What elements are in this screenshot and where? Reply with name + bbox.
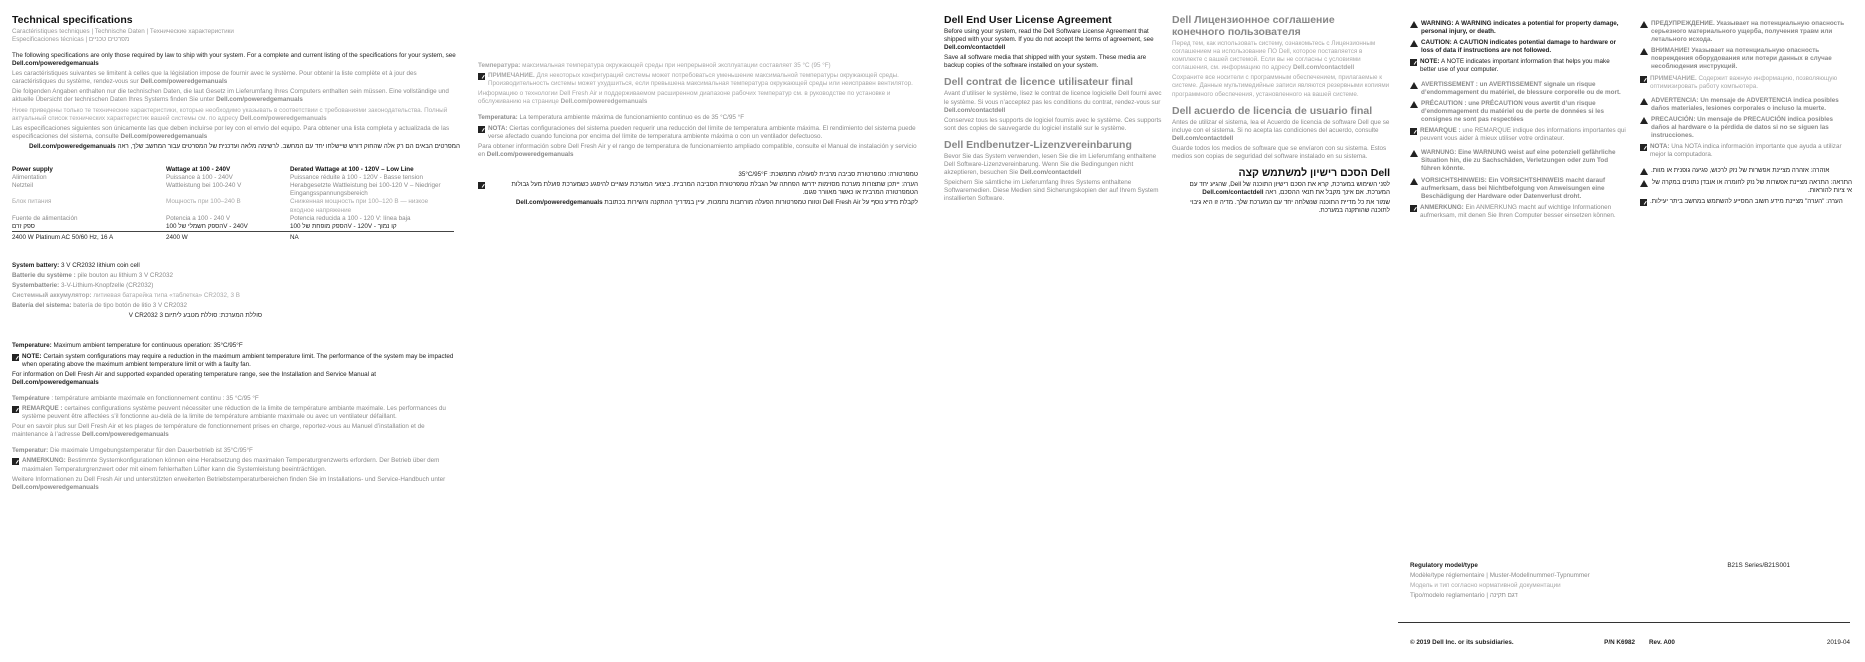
caution-icon [1640, 48, 1648, 55]
intro-ru: Ниже приведены только те технические характеристики, которые необходимо указывать в соответствии с требованиями законодательства. Полный актуальный список технических характеристик вашей системы см. по адресу Dell.com/poweredgemanuals [12, 106, 448, 122]
regulatory-block: Regulatory model/type B21S Series/B21S001 Modèle/type réglementaire | Muster-Modellnummer/-Typnummer Модель и тип согласно нормативной документации Tipo/modelo reglamentario | דגם תקינה [1410, 562, 1790, 600]
note-icon [1640, 144, 1647, 151]
note-icon [478, 73, 485, 80]
note-icon [1640, 76, 1647, 83]
contact-link[interactable]: Dell.com/contactdell [1293, 64, 1355, 72]
revision: Rev. A00 [1648, 639, 1675, 646]
table-row: Fuente de alimentación Potencia a 100 - 240 V Potencia reducida a 100 - 120 V: línea baja [12, 214, 411, 222]
manuals-link[interactable]: Dell.com/poweredgemanuals [82, 431, 169, 439]
manuals-link[interactable]: Dell.com/poweredgemanuals [239, 114, 327, 122]
manuals-link[interactable]: Dell.com/poweredgemanuals [28, 142, 116, 150]
caution-icon [1410, 178, 1418, 185]
intro-en: The following specifications are only those required by law to ship with your system. For a complete and current listing of the specifications for your system, see Dell.com/poweredgemanuals [12, 52, 456, 68]
note-icon [478, 182, 485, 189]
temperature-en: Temperature: Maximum ambient temperature for continuous operation: 35°C/95°F NOTE: Certain system configurations may require a reduction in the maximum ambient temperature limit. The performance of the system may be impacted when operating above the maximum ambient temperature limit or with a faulty fan. For information on Dell Fresh Air and supported expanded operating temperature range, see the Installation and Service Manual at Dell.com/poweredgemanuals [12, 342, 454, 386]
copyright: © 2019 Dell Inc. or its subsidiaries. [1410, 639, 1514, 646]
warning-icon [1640, 168, 1648, 175]
contact-link[interactable]: Dell.com/contactdell [1019, 169, 1082, 177]
warning-icon [1410, 150, 1418, 157]
table-header: Wattage at 100 - 240V [166, 166, 231, 174]
temperature-ru: Температура: максимальная температура окружающей среды при непрерывной эксплуатации составляет 35 °C (95 °F) ПРИМЕЧАНИЕ. Для некоторых конфигураций системы может потребоваться уменьшение максимальной температуры окружающей среды. Производительность системы может ухудшиться, если превышена максимальная температура окружающей среды или неисправен вентилятор. Информацию о технологии Dell Fresh Air и поддерживаемом расширенном диапазоне рабочих температур см. в руководстве по установке и обслуживанию на странице Dell.com/poweredgemanuals [478, 62, 913, 106]
part-number: P/N K6982 [1604, 639, 1635, 646]
caution-icon [1410, 101, 1418, 108]
manuals-link[interactable]: Dell.com/poweredgemanuals [560, 98, 648, 106]
contact-link[interactable]: Dell.com/contactdell [1172, 134, 1234, 142]
note-icon [12, 458, 19, 465]
caution-icon [1640, 180, 1648, 187]
intro-fr: Les caractéristiques suivantes se limitent à celles que la législation impose de fournir avec le système. Pour obtenir la liste complète et à jour des caractéristiques du système, rendez-vous sur Dell.com/poweredgemanuals [12, 70, 417, 86]
note-icon [12, 406, 19, 413]
eula-title-ru: Dell Лицензионное соглашение конечного пользователя [1172, 14, 1335, 38]
battery-section: System battery: 3 V CR2032 lithium coin cell Batterie du système : pile bouton au lithium 3 V CR2032 Systembatterie: 3-V-Lithium-Knopfzelle (CR2032) Системный аккумулятор: литиевая батарейка типа «таблетка» CR2032, 3 В Batería del sistema: batería de tipo botón de litio 3 V CR2032 סוללת המערכת: סוללת מטבע ליתיום 3 V CR2032 [12, 261, 262, 320]
manuals-link[interactable]: Dell.com/poweredgemanuals [12, 378, 99, 386]
eula-title-de: Dell Endbenutzer-Lizenzvereinbarung [944, 138, 1132, 151]
note-icon [12, 354, 19, 361]
table-header: Derated Wattage at 100 - 120V – Low Line [290, 166, 414, 174]
table-row: Netzteil Wattleistung bei 100-240 V Herabgesetzte Wattleistung bei 100-120 V – Niedriger Eingangsspannungsbereich [12, 182, 441, 198]
contact-link[interactable]: Dell.com/contactdell [944, 44, 1006, 52]
table-header: Power supply [12, 166, 53, 174]
regulatory-label: Regulatory model/type [1410, 562, 1478, 569]
temperature-es: Temperatura: La temperatura ambiente máxima de funcionamiento continuo es de 35 °C/95 °F NOTA: Ciertas configuraciones del sistema pueden requerir una reducción del límite de temperatura ambiente máxima. El rendimiento del sistema puede verse afectado cuando funciona por encima del límite de temperatura ambiente máxima o con un ventilador defectuoso. Para obtener información sobre Dell Fresh Air y el rango de temperatura de funcionamiento ampliado compatible, consulte el Manual de instalación y servicio en Dell.com/poweredgemanuals [478, 114, 917, 158]
table-row: Блок питания Мощность при 100–240 В Сниженная мощность при 100–120 В — низкое входное напряжение [12, 198, 429, 214]
temperature-fr: Température : température ambiante maximale en fonctionnement continu : 35 °C/95 °F REMARQUE : certaines configurations système peuvent nécessiter une réduction de la limite de température ambiante maximale. Les performances du système peuvent être affectées s’il fonctionne au-delà de la limite de température ambiante maximale ou avec un ventilateur défaillant. Pour en savoir plus sur Dell Fresh Air et les plages de température de fonctionnement prises en charge, reportez-vous au Manuel d’installation et de maintenance à l’adresse Dell.com/poweredgemanuals [12, 394, 446, 439]
table-row: Alimentation Puissance à 100 - 240V Puissance réduite à 100 - 120V - Basse tension [12, 174, 424, 182]
temperature-column [478, 62, 918, 209]
manuals-link[interactable]: Dell.com/poweredgemanuals [120, 132, 208, 140]
warning-icon [1640, 21, 1648, 28]
note-icon [1410, 59, 1417, 66]
intro-es: Las especificaciones siguientes son únicamente las que deben incluirse por ley con el envío del equipo. Para obtener una lista completa y actualizada de las especificaciones del sistema, consulte Dell.com/poweredgemanuals [12, 124, 450, 140]
footer [1410, 639, 1850, 646]
notices-column-2: ПРЕДУПРЕЖДЕНИЕ. Указывает на потенциальную опасность серьезного материального ущерба, получения травм или летального исхода. ВНИМАНИЕ! Указывает на потенциальную опасность повреждения оборудования или потери данных в случае несоблюдения инструкций. ПРИМЕЧАНИЕ. Содержит важную информацию, позволяющую оптимизировать работу компьютера. ADVERTENCIA: Un mensaje de ADVERTENCIA indica posibles daños materiales, lesiones corporales o incluso la muerte. PRECAUCIÓN: Un mensaje de PRECAUCIÓN indica posibles daños al hardware o la pérdida de datos si no se siguen las instrucciones. NOTA: Una NOTA indica información importante que ayuda a utilizar mejor la computadora. אזהרה: אזהרה מציינת אפשרות של נזק לרכוש, פגיעה גופנית או מוות. התראה: התראה מציינת אפשרות של נזק לחומרה או אובדן נתונים במקרה של אי ציות להוראות. הערה: "הערה" מציינת מידע חשוב המסייע להשתמש במחשב ביתר יעילות. [1640, 20, 1852, 208]
eula-title-es: Dell acuerdo de licencia de usuario final [1172, 104, 1373, 117]
manuals-link[interactable]: Dell.com/poweredgemanuals [12, 483, 99, 491]
eula-title-he: Dell הסכם רישיון למשתמש קצה [1238, 167, 1390, 180]
intro-he: המפרטים הבאים הם רק אלה שהחוק דורש שיישלחו יחד עם המחשב. לרשימה מלאה ועדכנית של המפרטים עבור המחשב שלך, ראה Dell.com/poweredgemanuals [28, 142, 460, 150]
subtitle-translations-2: Especificaciones técnicas | מפרטים טכניים [12, 36, 130, 43]
note-icon [1640, 199, 1647, 206]
footer-divider [1398, 622, 1850, 623]
temperature-he: טמפרטורה: טמפרטורת סביבה מרבית לפעולה מתמשכת: 35°C/95°F הערה: ייתכן שתצורות מערכת מסוימות ידרשו הפחתה של הגבלת טמפרטורת הסביבה המרבית. ביצועי המערכת עשויים להיפגע כשמערכת פועלת מעל גבולות הטמפרטורה המרבית או כאשר מאוורר פגום. לקבלת מידע נוסף על Dell Fresh Air וטווח טמפרטורות הפעלה מורחבות נתמכות, עיין במדריך ההתקנה והשירות בכתובת Dell.com/poweredgemanuals [478, 171, 918, 207]
eula-title-en: Dell End User License Agreement [944, 14, 1112, 26]
table-row: ספק זרם הספק חשמלי של 100V - 240V הספק מופחת של 100V - 120V - קו נמוך [12, 222, 397, 230]
manuals-link[interactable]: Dell.com/poweredgemanuals [12, 60, 99, 68]
notices-column: WARNING: A WARNING indicates a potential for property damage, personal injury, or death. CAUTION: A CAUTION indicates potential damage to hardware or loss of data if instructions are not followed. NOTE: A NOTE indicates important information that helps you make better use of your computer. AVERTISSEMENT : un AVERTISSEMENT signale un risque d’endommagement du matériel, de blessure corporelle ou de mort. PRÉCAUTION : une PRÉCAUTION vous avertit d’un risque d’endommagement du matériel ou de perte de données si les consignes ne sont pas respectées REMARQUE : une REMARQUE indique des informations importantes qui peuvent vous aider à mieux utiliser votre ordinateur. WARNUNG: Eine WARNUNG weist auf eine potenziell gefährliche Situation hin, die zu Sachschäden, Verletzungen oder zum Tod führen könnte. VORSICHTSHINWEIS: Ein VORSICHTSHINWEIS macht darauf aufmerksam, dass bei Nichtbefolgung von Anweisungen eine Beschädigung der Hardware oder Datenverlust droht. ANMERKUNG: Ein ANMERKUNG macht auf wichtige Informationen aufmerksam, mit denen Sie Ihren Computer besser einsetzen können. [1410, 20, 1626, 222]
temperature-de: Temperatur: Die maximale Umgebungstemperatur für den Dauerbetrieb ist 35°C/95°F ANMERKUNG: Bestimmte Systemkonfigurationen können eine Herabsetzung des maximalen Temperaturgrenzwerts erfordern. Der Betrieb über dem maximalen Temperaturgrenzwert oder mit einem fehlerhaften Lüfter kann die Systemleistung beeinträchtigen. Weitere Informationen zu Dell Fresh Air und unterstützten erweiterten Betriebstemperaturbereichen finden Sie im Installations- und Service-Handbuch unter Dell.com/poweredgemanuals [12, 447, 446, 491]
eula-column-2: Dell Лицензионное соглашение конечного пользователя Перед тем, как использовать систему, ознакомьтесь с Лицензионным соглашением на использование ПО Dell, которое поставляется в комплекте с вашей системой. Если вы не согласны с условиями соглашения, см. информацию по адресу Dell.com/contactdell Сохраните все носители с программным обеспечением, прилагаемые к системе. Данные мультимедийные записи являются резервными копиями программного обеспечения, установленного на вашей системе. Dell acuerdo de licencia de usuario final Antes de utilizar el sistema, lea el Acuerdo de licencia de software Dell que se incluye con el sistema. Si no acepta las condiciones del acuerdo, consulte Dell.com/contactdell Guarde todos los medios de software que se envíaron con su sistema. Estos medios son copias de seguridad del software instalado en su sistema. Dell הסכם רישיון למשתמש קצה לפני השימוש במערכת, קרא את הסכם רישיון התוכנה של Dell, שהגיע יחד עם המערכת. אם אינך מקבל את תנאי ההסכם, ראה Dell.com/contactdell שמור את כל מדיית התוכנה שנשלחה יחד עם המערכת שלך. מדיה זו היא גיבוי לתוכנה שהותקנה במערכת. [1172, 14, 1390, 215]
contact-link[interactable]: Dell.com/contactdell [1202, 189, 1264, 197]
eula-title-fr: Dell contrat de licence utilisateur final [944, 76, 1134, 89]
contact-link[interactable]: Dell.com/contactdell [944, 106, 1006, 114]
table-row: 2400 W Platinum AC 50/60 Hz, 16 A 2400 W NA [12, 231, 454, 242]
caution-icon [1640, 117, 1648, 124]
warning-icon [1640, 98, 1648, 105]
caution-icon [1410, 40, 1418, 47]
eula-column: Dell End User License Agreement Before using your system, read the Dell Software License Agreement that shipped with your system. If you do not accept the terms of agreement, see Dell.com/contactdell Save all software media that shipped with your system. These media are backup copies of the software installed on your system. Dell contrat de licence utilisateur final Avant d’utiliser le système, lisez le contrat de licence logicielle Dell fourni avec le système. Si vous n’acceptez pas les conditions du contrat, rendez-vous sur Dell.com/contactdell Conservez tous les supports de logiciel fournis avec le système. Ces supports sont des copies de sauvegarde du logiciel installé sur le système. Dell Endbenutzer-Lizenzvereinbarung Bevor Sie das System verwenden, lesen Sie die im Lieferumfang enthaltene Dell Software-Lizenzvereinbarung. Wenn Sie die Bedingungen nicht akzeptieren, besuchen Sie Dell.com/contactdell Speichern Sie sämtliche im Lieferumfang Ihres Systems enthaltene Softwaremedien. Diese Medien sind Sicherungskopien der auf Ihrem System installierten Software. [944, 14, 1162, 203]
regulatory-value: B21S Series/B21S001 [1727, 562, 1790, 569]
warning-icon [1410, 21, 1418, 28]
warning-icon [1410, 82, 1418, 89]
manuals-link[interactable]: Dell.com/poweredgemanuals [140, 78, 228, 86]
note-icon [478, 126, 485, 133]
manuals-link[interactable]: Dell.com/poweredgemanuals [486, 150, 574, 158]
technical-specifications-column [12, 14, 460, 494]
power-supply-table [12, 165, 454, 242]
note-icon [1410, 205, 1417, 212]
page-title: Technical specifications [12, 14, 133, 26]
intro-de: Die folgenden Angaben enthalten nur die technischen Daten, die laut Gesetz im Lieferumfang Ihres Computers enthalten sein müssen. Eine vollständige und aktuelle Übersicht der technischen Daten Ihres Systems finden Sie unter Dell.com/poweredgemanuals [12, 88, 449, 104]
note-icon [1410, 128, 1417, 135]
manuals-link[interactable]: Dell.com/poweredgemanuals [216, 96, 303, 104]
subtitle-translations: Caractéristiques techniques | Technische Daten | Технические характеристики [12, 28, 234, 35]
date: 2019-04 [1826, 639, 1850, 646]
manuals-link[interactable]: Dell.com/poweredgemanuals [515, 199, 603, 207]
